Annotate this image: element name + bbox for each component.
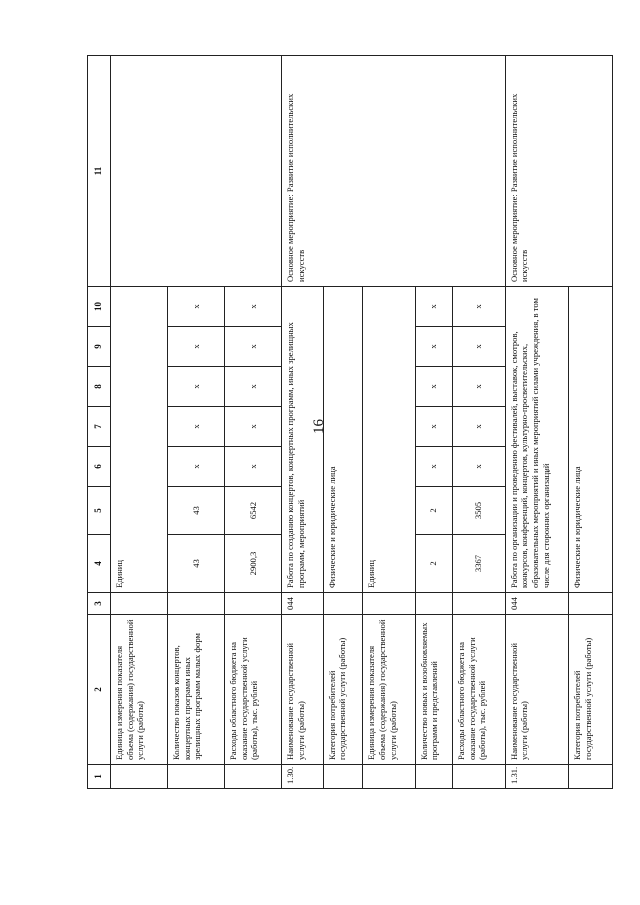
row-number <box>415 765 452 789</box>
cell-col-8: x <box>415 367 452 407</box>
header-col-5: 5 <box>88 487 111 535</box>
row-label: Наименование государственной услуги (работы) <box>281 615 323 765</box>
cell-col-4: 2900,3 <box>224 535 281 593</box>
row-service-name: Работа по созданию концертов, концертных программ, иных зрелищных программ, мероприятий <box>281 287 323 593</box>
row-note: Основное мероприятие: Развитие исполнительских искусств <box>281 56 505 287</box>
row-code <box>323 593 362 615</box>
cell-col-7: x <box>168 407 225 447</box>
cell-col-9: x <box>168 327 225 367</box>
row-label: Количество новых и возобновляемых программ и представлений <box>415 615 452 765</box>
table-row <box>111 56 168 789</box>
header-col-10: 10 <box>88 287 111 327</box>
row-number <box>363 765 416 789</box>
row-label: Единица измерения показателя объема (содержания) государственной услуги (работы) <box>111 615 168 765</box>
cell-col-6: x <box>452 447 505 487</box>
header-col-7: 7 <box>88 407 111 447</box>
row-label: Наименование государственной услуги (работы) <box>505 615 569 765</box>
row-unit: Единиц <box>363 287 416 593</box>
cell-col-7: x <box>415 407 452 447</box>
cell-col-6: x <box>224 447 281 487</box>
row-number <box>452 765 505 789</box>
rotated-table-container <box>87 56 613 789</box>
row-code: 044 <box>281 593 323 615</box>
table-row <box>281 56 323 789</box>
cell-col-9: x <box>415 327 452 367</box>
cell-col-9: x <box>224 327 281 367</box>
row-code: 044 <box>505 593 569 615</box>
row-number: 1.30. <box>281 765 323 789</box>
cell-col-10: x <box>224 287 281 327</box>
header-col-8: 8 <box>88 367 111 407</box>
cell-col-6: x <box>415 447 452 487</box>
cell-col-8: x <box>452 367 505 407</box>
row-note <box>111 56 282 287</box>
header-col-3: 3 <box>88 593 111 615</box>
row-code <box>452 593 505 615</box>
row-unit: Единиц <box>111 287 168 593</box>
header-col-6: 6 <box>88 447 111 487</box>
row-number <box>168 765 225 789</box>
header-col-2: 2 <box>88 615 111 765</box>
cell-col-6: x <box>168 447 225 487</box>
page-number: 16 <box>311 419 327 434</box>
row-consumers: Физические и юридические лица <box>569 287 613 593</box>
row-number <box>111 765 168 789</box>
budget-services-table <box>87 55 613 789</box>
header-col-11: 11 <box>88 56 111 287</box>
cell-col-7: x <box>452 407 505 447</box>
row-code <box>569 593 613 615</box>
row-code <box>415 593 452 615</box>
row-code <box>224 593 281 615</box>
header-col-4: 4 <box>88 535 111 593</box>
cell-col-5: 2 <box>415 487 452 535</box>
row-consumers: Физические и юридические лица <box>323 287 362 593</box>
row-label: Расходы областного бюджета на оказание государственной услуги (работы), тыс. рублей <box>224 615 281 765</box>
table-row <box>505 56 569 789</box>
row-code <box>363 593 416 615</box>
cell-col-5: 6542 <box>224 487 281 535</box>
cell-col-10: x <box>452 287 505 327</box>
row-code <box>168 593 225 615</box>
cell-col-8: x <box>224 367 281 407</box>
row-label: Категория потребителей государственной услуги (работы) <box>323 615 362 765</box>
row-note: Основное мероприятие: Развитие исполнительских искусств <box>505 56 612 287</box>
cell-col-4: 43 <box>168 535 225 593</box>
cell-col-5: 43 <box>168 487 225 535</box>
header-row <box>88 56 111 789</box>
row-number: 1.31. <box>505 765 569 789</box>
header-col-9: 9 <box>88 327 111 367</box>
header-col-1: 1 <box>88 765 111 789</box>
row-label: Расходы областного бюджета на оказание государственной услуги (работы), тыс. рублей <box>452 615 505 765</box>
cell-col-10: x <box>415 287 452 327</box>
cell-col-5: 3505 <box>452 487 505 535</box>
cell-col-10: x <box>168 287 225 327</box>
row-code <box>111 593 168 615</box>
cell-col-4: 2 <box>415 535 452 593</box>
row-number <box>323 765 362 789</box>
row-number <box>224 765 281 789</box>
row-label: Единица измерения показателя объема (содержания) государственной услуги (работы) <box>363 615 416 765</box>
row-number <box>569 765 613 789</box>
cell-col-9: x <box>452 327 505 367</box>
cell-col-8: x <box>168 367 225 407</box>
cell-col-4: 3367 <box>452 535 505 593</box>
row-label: Категория потребителей государственной услуги (работы) <box>569 615 613 765</box>
cell-col-7: x <box>224 407 281 447</box>
row-service-name: Работа по организации и проведению фестивалей, выставок, смотров, конкурсов, конференций, концертов, культурно-просветительских, образовательных мероприятий и иных мероприятий силами учреждения, в том числе для сторонних организаций <box>505 287 569 593</box>
row-label: Количество показов концертов, концертных программ иных зрелищных программ малых форм <box>168 615 225 765</box>
